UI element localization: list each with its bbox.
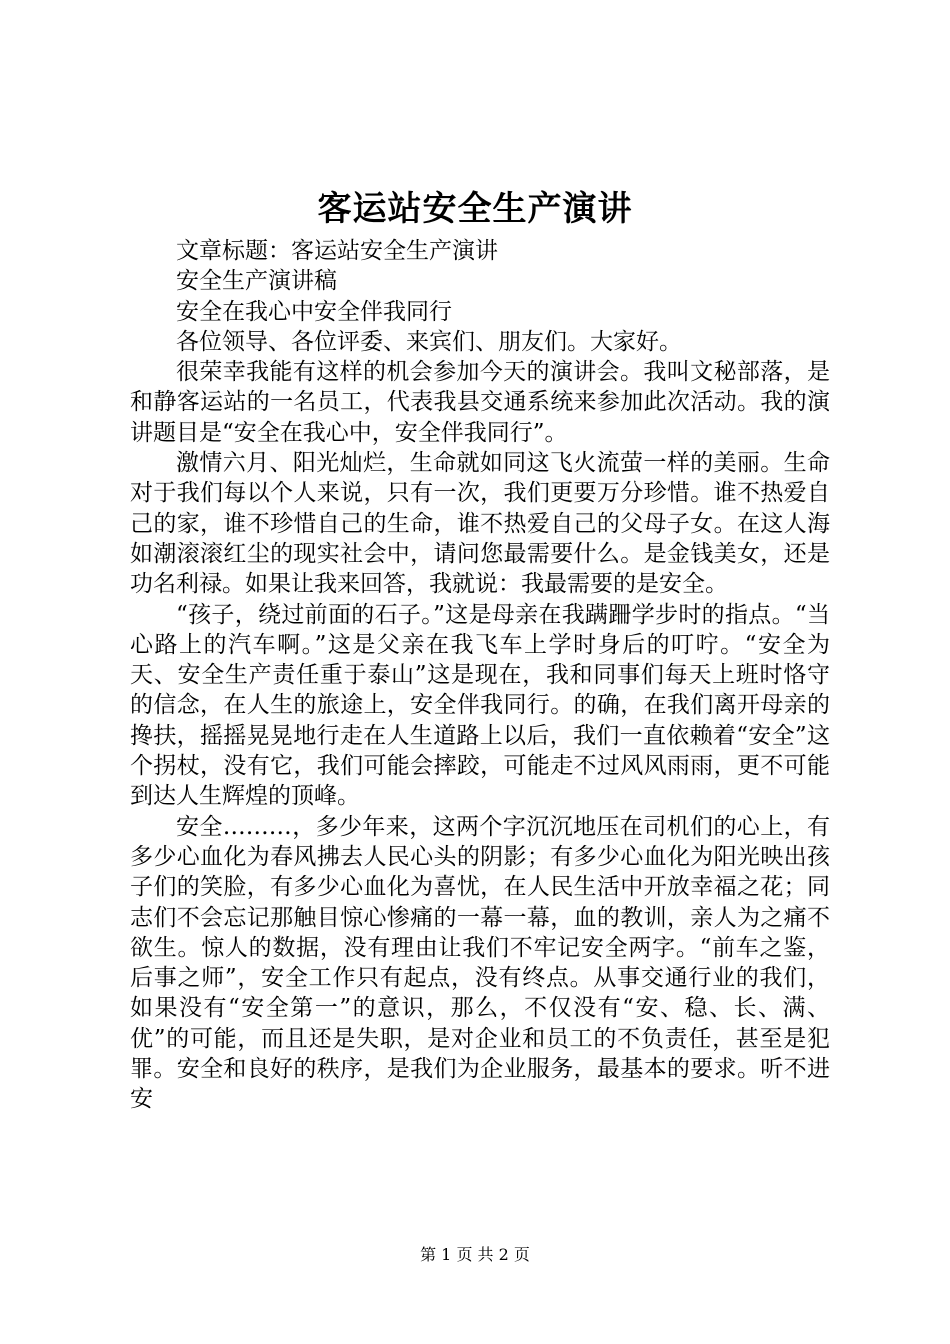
page-footer: 第 1 页 共 2 页	[420, 1245, 530, 1264]
paragraph-greeting: 各位领导、各位评委、来宾们、朋友们。大家好。	[176, 328, 682, 355]
paragraph-safety: 安全………，多少年来，这两个字沉沉地压在司机们的心上，有多少心血化为春风拂去人民心头的阴影；有多少心血化为阳光映出孩子们的笑脸，有多少心血化为喜忧，在人民生活中开放幸福之花；同志们不会忘记那触目惊心惨痛的一幕一幕，血的教训，亲人为之痛不欲生。惊人的数据，没有理由让我们不牢记安全两字。“前车之鉴，后事之师”，安全工作只有起点，没有终点。从事交通行业的我们，如果没有“安全第一”的意识，那么，不仅没有“安、稳、长、满、优”的可能，而且还是失职，是对企业和员工的不负责任，甚至是犯罪。安全和良好的秩序，是我们为企业服务，最基本的要求。听不进安	[130, 813, 830, 1113]
document-body	[130, 236, 830, 1115]
paragraph-subtitle: 安全生产演讲稿	[176, 268, 337, 295]
paragraph-speech-theme: 安全在我心中安全伴我同行	[176, 298, 452, 325]
paragraph-parents: “孩子，绕过前面的石子。”这是母亲在我蹒跚学步时的指点。“当心路上的汽车啊。”这是父亲在我飞车上学时身后的叮咛。“安全为天、安全生产责任重于泰山”这是现在，我和同事们每天上班时恪守的信念，在人生的旅途上，安全伴我同行。的确，在我们离开母亲的搀扶，摇摇晃晃地行走在人生道路上以后，我们一直依赖着“安全”这个拐杖，没有它，我们可能会摔跤，可能走不过风风雨雨，更不可能到达人生辉煌的顶峰。	[130, 601, 830, 810]
paragraph-introduction: 很荣幸我能有这样的机会参加今天的演讲会。我叫文秘部落，是和静客运站的一名员工，代表我县交通系统来参加此次活动。我的演讲题目是“安全在我心中，安全伴我同行”。	[130, 359, 830, 446]
paragraph-article-title: 文章标题：客运站安全生产演讲	[176, 238, 498, 264]
paragraph-life: 激情六月、阳光灿烂，生命就如同这飞火流萤一样的美丽。生命对于我们每以个人来说，只有一次，我们更要万分珍惜。谁不热爱自己的家，谁不珍惜自己的生命，谁不热爱自己的父母子女。在这人海如潮滚滚红尘的现实社会中，请问您最需要什么。是金钱美女，还是功名利禄。如果让我来回答，我就说：我最需要的是安全。	[130, 450, 830, 598]
document-title: 客运站安全生产演讲	[317, 189, 633, 229]
